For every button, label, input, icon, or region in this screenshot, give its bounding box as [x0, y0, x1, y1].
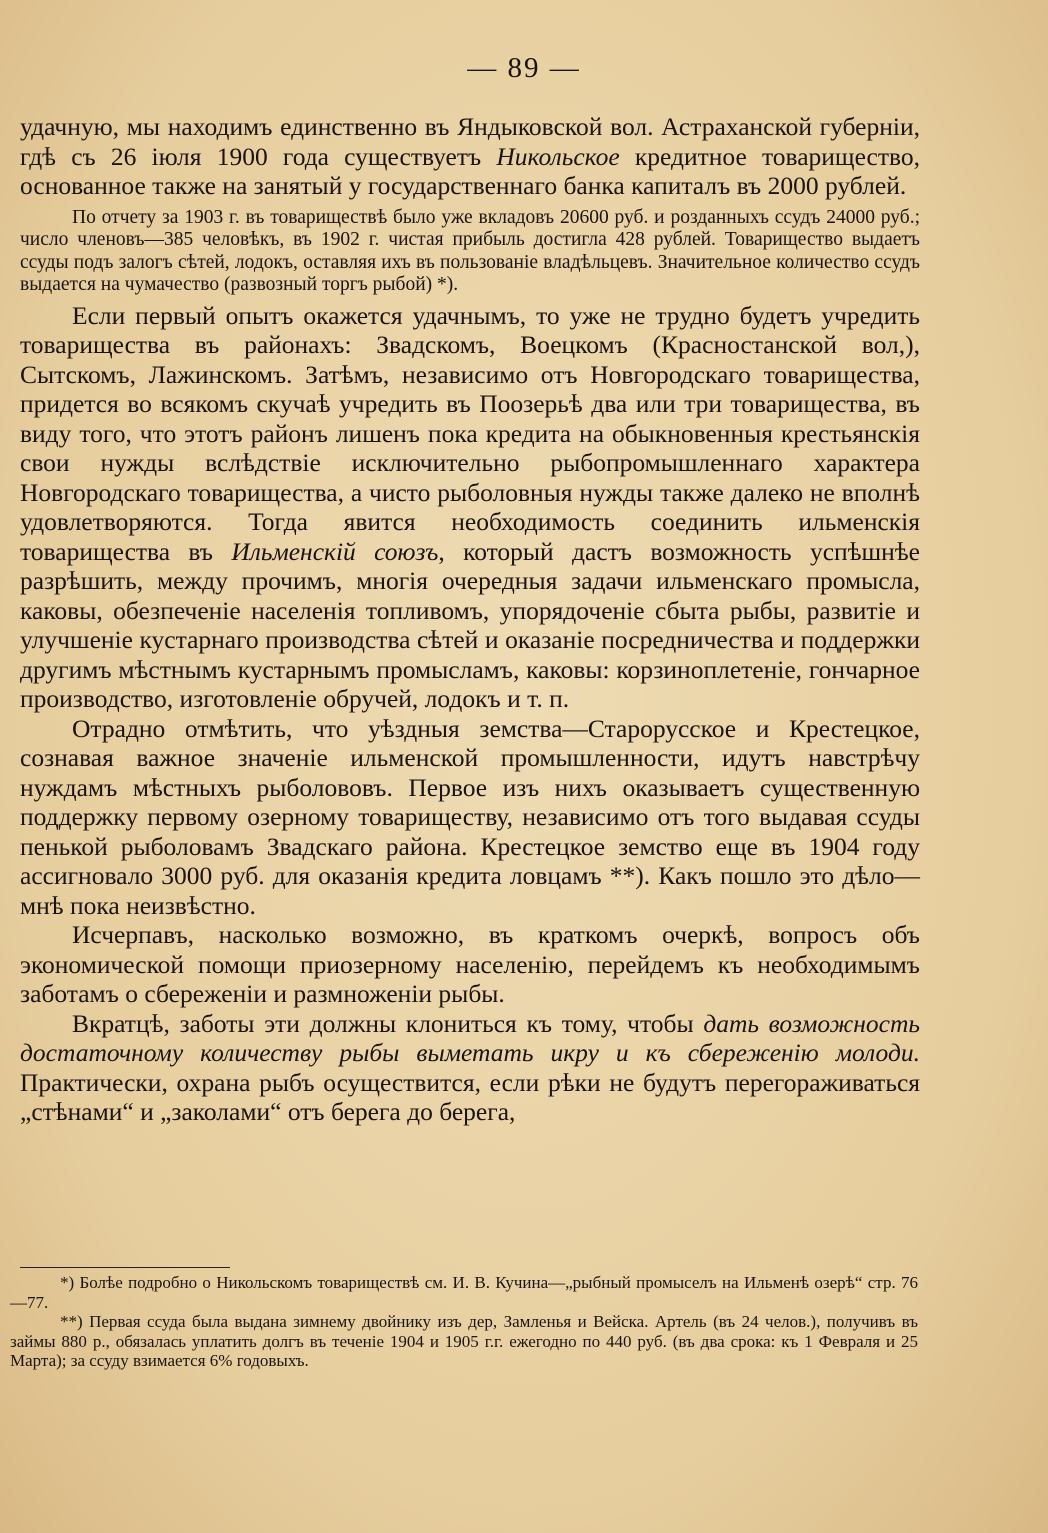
paragraph-6-italic: дать возможность достаточному количеству рыбы выметать икру и къ сбереженію молоди. — [20, 1008, 920, 1067]
paragraph-6-end: Практически, охрана рыбъ осуществится, если рѣки не будутъ перегораживаться „стѣнами“ и „заколами“ отъ берега до берега, — [20, 1067, 920, 1126]
paragraph-3-italic: Ильменскій союзъ — [231, 536, 439, 566]
paragraph-4: Отрадно отмѣтить, что уѣздныя земства—Старорусское и Крестецкое, сознавая важное значеніе ильменской промышленности, идутъ навстрѣчу нуждамъ мѣстныхъ рыболововъ. Первое изъ нихъ оказываетъ существенную поддержку первому озерному товариществу, независимо отъ того выдавая ссуды пенькой рыболовамъ Звадскаго района. Крестецкое земство еще въ 1904 году ассигновало 3000 руб. для оказанія кредита ловцамъ **). Какъ пошло это дѣло—мнѣ пока неизвѣстно. — [20, 713, 920, 920]
paragraph-3 — [20, 301, 920, 714]
footnote-divider — [20, 1267, 230, 1268]
body-text — [20, 112, 920, 1127]
paragraph-1 — [20, 112, 920, 201]
paragraph-small-report: По отчету за 1903 г. въ товариществѣ было уже вкладовъ 20600 руб. и розданныхъ ссудъ 24000 руб.; число членовъ—385 человѣкъ, въ 1902 г. чистая прибыль достигла 428 рублей. Товарищество выдаетъ ссуды подъ залогъ сѣтей, лодокъ, оставляя ихъ въ пользованіе владѣльцевъ. Значительное количество ссудъ выдается на чумачество (развозный торгъ рыбой) *). — [20, 206, 920, 295]
footnote-1: *) Болѣе подробно о Никольскомъ товариществѣ см. И. В. Кучина—„рыбный промыселъ на Ильменѣ озерѣ“ стр. 76—77. — [10, 1273, 918, 1312]
paragraph-5: Исчерпавъ, насколько возможно, въ краткомъ очеркѣ, вопросъ объ экономической помощи приозерному населенію, перейдемъ къ необходимымъ заботамъ о сбереженіи и размноженіи рыбы. — [20, 920, 920, 1008]
paragraph-6-text: Вкратцѣ, заботы эти должны клониться къ тому, чтобы — [72, 1008, 704, 1038]
paragraph-1-end: кредитное товарищество, основанное также на занятый у государственнаго банка капиталъ въ 2000 рублей. — [20, 141, 920, 200]
page-number: — 89 — — [467, 52, 581, 84]
paragraph-6 — [20, 1009, 920, 1127]
paragraph-3-end: , который дастъ возможность успѣшнѣе разрѣшить, между прочимъ, многія очередныя задачи ильменскаго промысла, каковы, обезпеченіе населенія топливомъ, упорядоченіе сбыта рыбы, развитіе и улучшеніе кустарнаго производства сѣтей и оказаніе посредничества и поддержки другимъ мѣстнымъ кустарнымъ промысламъ, каковы: корзиноплетеніе, гончарное производство, изготовленіе обручей, лодокъ и т. п. — [20, 536, 920, 713]
paragraph-1-text: удачную, мы находимъ единственно въ Яндыковской вол. Астраханской губерніи, гдѣ съ 26 іюля 1900 года существуетъ — [20, 112, 920, 171]
footnotes — [10, 1273, 918, 1371]
footnote-2: **) Первая ссуда была выдана зимнему двойнику изъ дер, Замленья и Вейска. Артель (въ 24 челов.), получивъ въ займы 880 р., обязалась уплатить долгъ въ теченіе 1904 и 1905 г.г. ежегодно по 440 руб. (въ два срока: къ 1 Февраля и 25 Марта); за ссуду взимается 6% годовыхъ. — [10, 1312, 918, 1370]
paragraph-1-italic: Никольское — [496, 141, 620, 171]
paragraph-3-text: Если первый опытъ окажется удачнымъ, то уже не трудно будетъ учредить товарищества въ районахъ: Звадскомъ, Воецкомъ (Красностанской вол,), Сытскомъ, Лажинскомъ. Затѣмъ, независимо отъ Новгородскаго товарищества, придется во всякомъ скучаѣ учредить въ Поозерьѣ два или три товарищества, въ виду того, что этотъ районъ лишенъ пока кредита на обыкновенныя крестьянскія свои нужды вслѣдствіе исключительно рыбопромышленнаго характера Новгородскаго товарищества, а чисто рыболовныя нужды также далеко не вполнѣ удовлетворяются. Тогда явится необходимость соединить ильменскія товарищества въ — [20, 300, 920, 566]
